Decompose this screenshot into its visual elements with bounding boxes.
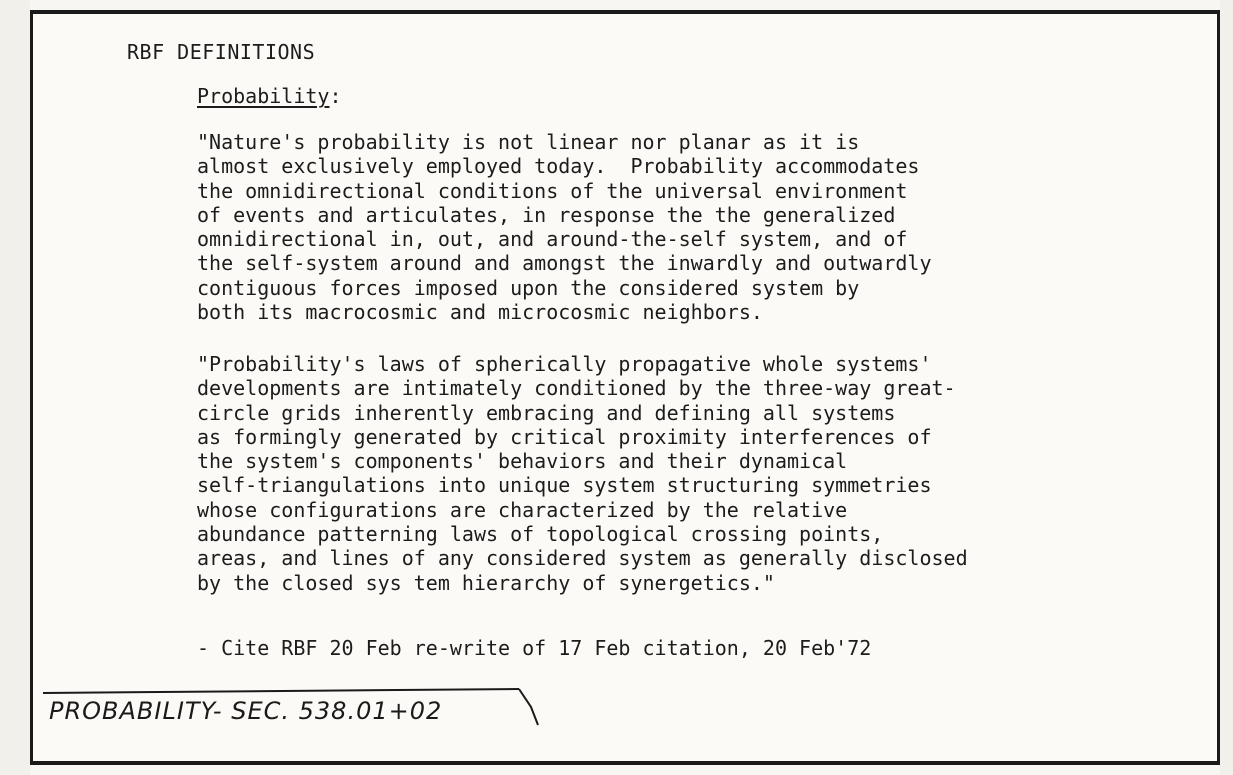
page-left-margin — [0, 0, 30, 775]
citation-line: - Cite RBF 20 Feb re-write of 17 Feb citation, 20 Feb'72 — [197, 636, 872, 660]
document-heading: RBF DEFINITIONS — [127, 40, 316, 64]
term-label: Probability — [197, 84, 330, 108]
definition-paragraph-1: "Nature's probability is not linear nor planar as it is almost exclusively employed today. Probability accommodates the omnidirectional conditions of the universal environment of events and articulates, in response the the generalized omnidirectional in, out, and around-the-self system, and of the self-system around and amongst the inwardly and outwardly contiguous forces imposed upon the considered system by both its macrocosmic and microcosmic neighbors. — [197, 130, 932, 325]
handwritten-reference — [41, 685, 561, 735]
handwritten-section-note: PROBABILITY- SEC. 538.01+02 — [49, 697, 443, 725]
definition-paragraph-2: "Probability's laws of spherically propagative whole systems' developments are intimately conditioned by the three-way great- circle grids inherently embracing and defining all systems as formingly generated by critical proximity interferences of the system's components' behaviors and their dynamical self-triangulations into unique system structuring symmetries whose configurations are characterized by the relative abundance patterning laws of topological crossing points, areas, and lines of any considered system as generally disclosed by the closed sys tem hierarchy of synergetics." — [197, 352, 968, 595]
page-right-margin — [1220, 0, 1233, 775]
term-colon: : — [329, 84, 342, 108]
term-heading — [197, 84, 342, 108]
